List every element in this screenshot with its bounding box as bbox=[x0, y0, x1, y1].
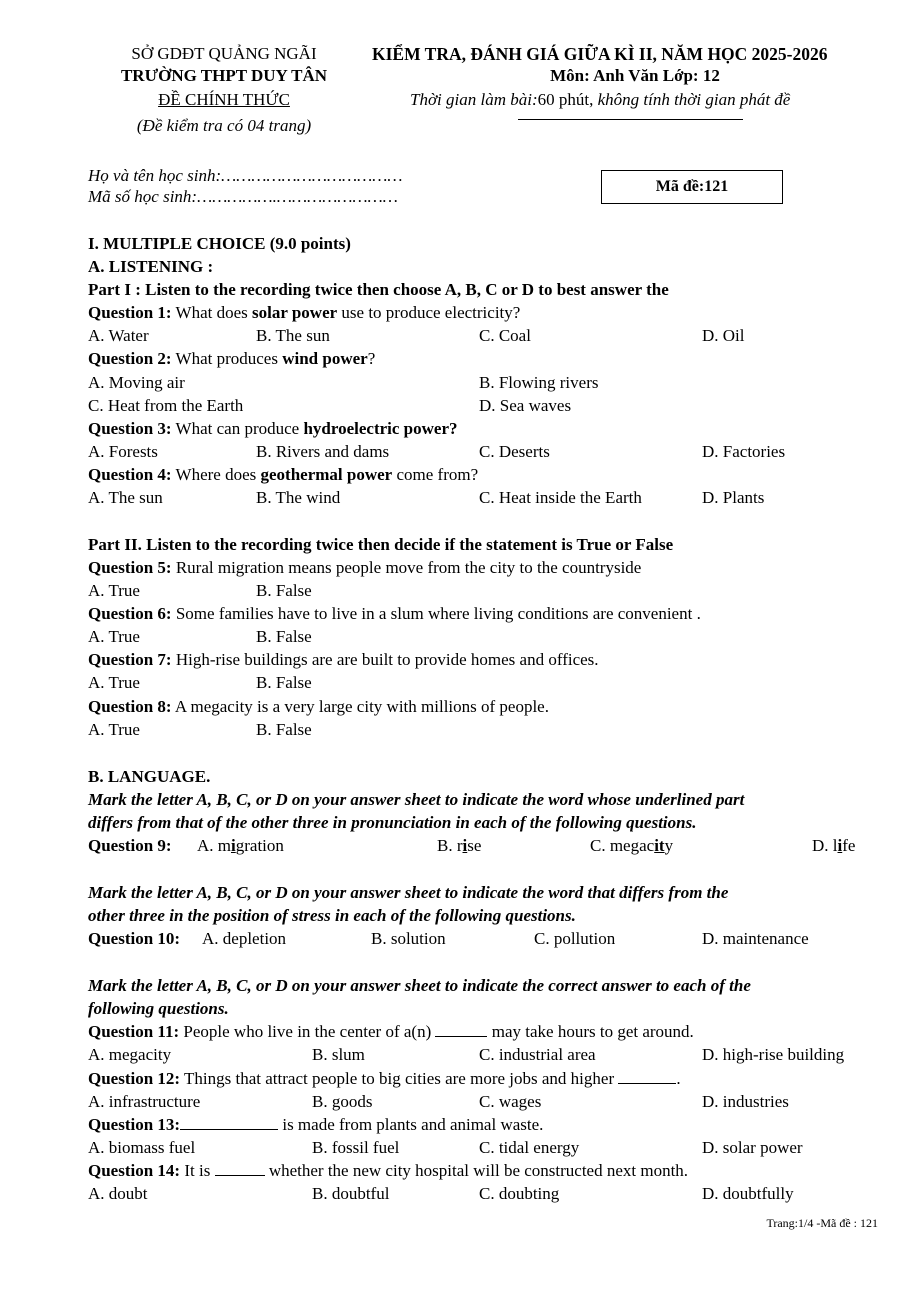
q11-option-c[interactable]: C. industrial area bbox=[479, 1045, 596, 1064]
listening-title: A. LISTENING : bbox=[88, 257, 214, 276]
q6-option-a[interactable]: A. True bbox=[88, 627, 140, 646]
q14-option-c[interactable]: C. doubting bbox=[479, 1184, 560, 1203]
pronunciation-instruction-line2: differs from that of the other three in pronunciation in each of the following questions. bbox=[88, 813, 697, 832]
time-line: Thời gian làm bài:60 phút, không tính thời gian phát đề bbox=[410, 90, 791, 109]
question-2: Question 2: What produces wind power? bbox=[88, 349, 376, 368]
correct-answer-instruction-line1: Mark the letter A, B, C, or D on your answer sheet to indicate the correct answer to each of the bbox=[88, 976, 751, 995]
q9-option-d[interactable]: D. life bbox=[812, 836, 856, 855]
q14-blank[interactable] bbox=[215, 1161, 265, 1176]
q13-option-c[interactable]: C. tidal energy bbox=[479, 1138, 580, 1157]
q9-option-b[interactable]: B. rise bbox=[437, 836, 482, 855]
q13-blank[interactable] bbox=[180, 1115, 278, 1130]
question-9: Question 9: bbox=[88, 836, 172, 855]
exam-code-box: Mã đề:121 bbox=[601, 170, 783, 204]
q5-option-b[interactable]: B. False bbox=[256, 581, 312, 600]
part2-instruction: Part II. Listen to the recording twice then decide if the statement is True or False bbox=[88, 535, 674, 554]
q10-option-b[interactable]: B. solution bbox=[371, 929, 446, 948]
student-id-field[interactable]: Mã số học sinh:…………….…………………… bbox=[88, 187, 398, 206]
q8-option-a[interactable]: A. True bbox=[88, 720, 140, 739]
question-11: Question 11: People who live in the center of a(n) may take hours to get around. bbox=[88, 1022, 694, 1041]
stress-instruction-line2: other three in the position of stress in each of the following questions. bbox=[88, 906, 576, 925]
q1-option-b[interactable]: B. The sun bbox=[256, 326, 330, 345]
q4-option-b[interactable]: B. The wind bbox=[256, 488, 341, 507]
pronunciation-instruction-line1: Mark the letter A, B, C, or D on your answer sheet to indicate the word whose underlined part bbox=[88, 790, 745, 809]
q3-option-d[interactable]: D. Factories bbox=[702, 442, 786, 461]
q6-option-b[interactable]: B. False bbox=[256, 627, 312, 646]
stress-instruction-line1: Mark the letter A, B, C, or D on your answer sheet to indicate the word that differs from the bbox=[88, 883, 729, 902]
q3-option-b[interactable]: B. Rivers and dams bbox=[256, 442, 390, 461]
q2-option-c[interactable]: C. Heat from the Earth bbox=[88, 396, 244, 415]
q1-option-d[interactable]: D. Oil bbox=[702, 326, 745, 345]
official-label: ĐỀ CHÍNH THỨC bbox=[158, 90, 290, 109]
q14-option-d[interactable]: D. doubtfully bbox=[702, 1184, 794, 1203]
language-title: B. LANGUAGE. bbox=[88, 767, 211, 786]
q13-option-b[interactable]: B. fossil fuel bbox=[312, 1138, 400, 1157]
q12-option-c[interactable]: C. wages bbox=[479, 1092, 542, 1111]
question-12: Question 12: Things that attract people to big cities are more jobs and higher . bbox=[88, 1069, 681, 1088]
school-name: TRƯỜNG THPT DUY TÂN bbox=[120, 66, 328, 85]
q4-option-a[interactable]: A. The sun bbox=[88, 488, 163, 507]
question-14: Question 14: It is whether the new city hospital will be constructed next month. bbox=[88, 1161, 689, 1180]
q12-option-b[interactable]: B. goods bbox=[312, 1092, 373, 1111]
q11-option-b[interactable]: B. slum bbox=[312, 1045, 365, 1064]
q4-option-d[interactable]: D. Plants bbox=[702, 488, 765, 507]
q9-option-c[interactable]: C. megacity bbox=[590, 836, 674, 855]
q1-option-a[interactable]: A. Water bbox=[88, 326, 149, 345]
q14-option-a[interactable]: A. doubt bbox=[88, 1184, 148, 1203]
question-8: Question 8: A megacity is a very large city with millions of people. bbox=[88, 697, 549, 716]
q2-option-b[interactable]: B. Flowing rivers bbox=[479, 373, 599, 392]
q1-option-c[interactable]: C. Coal bbox=[479, 326, 531, 345]
q7-option-a[interactable]: A. True bbox=[88, 673, 140, 692]
question-7: Question 7: High-rise buildings are are built to provide homes and offices. bbox=[88, 650, 599, 669]
student-name-field[interactable]: Họ và tên học sinh:……………………………… bbox=[88, 166, 403, 185]
q13-option-a[interactable]: A. biomass fuel bbox=[88, 1138, 196, 1157]
q12-option-a[interactable]: A. infrastructure bbox=[88, 1092, 201, 1111]
correct-answer-instruction-line2: following questions. bbox=[88, 999, 229, 1018]
q11-option-d[interactable]: D. high-rise building bbox=[702, 1045, 845, 1064]
q4-option-c[interactable]: C. Heat inside the Earth bbox=[479, 488, 642, 507]
q2-option-d[interactable]: D. Sea waves bbox=[479, 396, 572, 415]
q10-option-d[interactable]: D. maintenance bbox=[702, 929, 809, 948]
part1-instruction: Part I : Listen to the recording twice then choose A, B, C or D to best answer the bbox=[88, 280, 669, 299]
q3-option-c[interactable]: C. Deserts bbox=[479, 442, 550, 461]
q2-option-a[interactable]: A. Moving air bbox=[88, 373, 185, 392]
question-3: Question 3: What can produce hydroelectric power? bbox=[88, 419, 458, 438]
q11-option-a[interactable]: A. megacity bbox=[88, 1045, 172, 1064]
q12-blank[interactable] bbox=[618, 1069, 676, 1084]
exam-title: KIỂM TRA, ĐÁNH GIÁ GIỮA KÌ II, NĂM HỌC 2025-2026 bbox=[372, 44, 828, 64]
question-4: Question 4: Where does geothermal power come from? bbox=[88, 465, 479, 484]
q5-option-a[interactable]: A. True bbox=[88, 581, 140, 600]
q11-blank[interactable] bbox=[435, 1022, 487, 1037]
question-5: Question 5: Rural migration means people move from the city to the countryside bbox=[88, 558, 642, 577]
q12-option-d[interactable]: D. industries bbox=[702, 1092, 789, 1111]
question-6: Question 6: Some families have to live in a slum where living conditions are convenient . bbox=[88, 604, 701, 623]
q10-option-c[interactable]: C. pollution bbox=[534, 929, 616, 948]
title-divider bbox=[518, 119, 743, 120]
q10-option-a[interactable]: A. depletion bbox=[202, 929, 287, 948]
question-10: Question 10: bbox=[88, 929, 181, 948]
department-name: SỞ GDĐT QUẢNG NGÃI bbox=[131, 44, 317, 63]
page-footer: Trang:1/4 -Mã đề : 121 bbox=[766, 1216, 878, 1230]
q3-option-a[interactable]: A. Forests bbox=[88, 442, 158, 461]
q9-option-a[interactable]: A. migration bbox=[197, 836, 284, 855]
q8-option-b[interactable]: B. False bbox=[256, 720, 312, 739]
q7-option-b[interactable]: B. False bbox=[256, 673, 312, 692]
pages-note: (Đề kiểm tra có 04 trang) bbox=[136, 116, 312, 135]
subject-line: Môn: Anh Văn Lớp: 12 bbox=[550, 66, 720, 85]
section-title: I. MULTIPLE CHOICE (9.0 points) bbox=[88, 234, 351, 253]
question-1: Question 1: What does solar power use to produce electricity? bbox=[88, 303, 521, 322]
q14-option-b[interactable]: B. doubtful bbox=[312, 1184, 390, 1203]
question-13: Question 13: is made from plants and animal waste. bbox=[88, 1115, 544, 1134]
q13-option-d[interactable]: D. solar power bbox=[702, 1138, 803, 1157]
